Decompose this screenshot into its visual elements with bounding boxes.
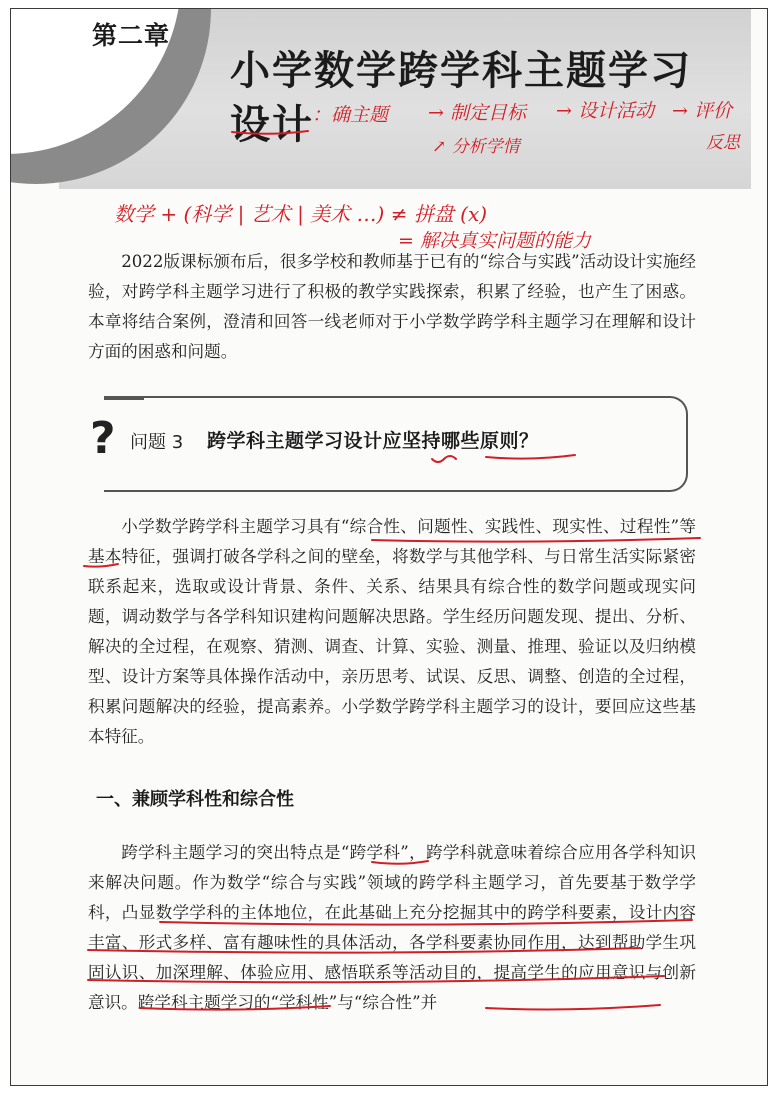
- section-paragraph: 跨学科主题学习的突出特点是“跨学科”，跨学科就意味着综合应用各学科知识来解决问题。作为数学“综合与实践”领域的跨学科主题学习，首先要基于数学学科，凸显数学学科的主体地位，在此基础上充分挖掘其中的跨学科要素，设计内容丰富、形式多样、富有趣味性的具体活动，各学科要素协同作用，达到帮助学生巩固认识、加深理解、体验应用、感悟联系等活动目的，提高学生的应用意识与创新意识。跨学科主题学习的“学科性”与“综合性”并: [88, 843, 696, 1012]
- underline-line6: [140, 1006, 330, 1010]
- body-paragraph: 小学数学跨学科主题学习具有“综合性、问题性、实践性、现实性、过程性”等基本特征，强调打破各学科之间的壁垒，将数学与其他学科、与日常生活实际紧密联系起来，选取或设计背景、条件、关系、结果具有综合性的数学问题或现实问题，调动数学与各学科知识建构问题解决思路。学生经历问题发现、提出、分析、解决的全过程，在观察、猜测、调查、计算、实验、测量、推理、验证以及归纳模型、设计方案等具体操作活动中，亲历思考、试误、反思、调整、创造的全过程，积累问题解决的经验，提高素养。小学数学跨学科主题学习的设计，要回应这些基本特征。: [88, 517, 696, 746]
- question-number: 问题 3: [130, 432, 184, 453]
- underline-jianchi: [432, 456, 456, 462]
- handwriting-step5: 反思: [706, 133, 740, 153]
- handwriting-formula-line1: 数学 + (科学 | 艺术 | 美术 …) ≠ 拼盘 (x): [114, 202, 488, 226]
- question-mark-icon: ?: [90, 413, 116, 464]
- chapter-label: 第二章: [92, 21, 171, 50]
- underline-line6b: [486, 1005, 660, 1009]
- handwriting-step2: → 制定目标: [428, 102, 526, 124]
- handwriting-formula-line2: = 解决真实问题的能力: [398, 230, 591, 252]
- handwriting-step4: → 评价: [672, 100, 732, 122]
- chapter-title-line2: 设计: [230, 102, 314, 148]
- section-heading: 一、兼顾学科性和综合性: [96, 789, 294, 810]
- question-text: 跨学科主题学习设计应坚持哪些原则？: [207, 430, 539, 452]
- underline-line3: [160, 920, 692, 925]
- underline-line5: [88, 976, 664, 982]
- underline-kuaxueke: [372, 861, 428, 864]
- underline-features-1: [372, 538, 700, 542]
- underline-yuanze: [486, 455, 575, 459]
- intro-paragraph: 2022版课标颁布后，很多学校和教师基于已有的“综合与实践”活动设计实施经验，对跨学科主题学习进行了积极的教学实践探索，积累了经验，也产生了困惑。本章将结合案例，澄清和回答一线老师对于小学数学跨学科主题学习在理解和设计方面的困惑和问题。: [88, 252, 696, 361]
- handwriting-branch: ↗ 分析学情: [432, 137, 520, 157]
- handwriting-step1: ：确主题: [312, 104, 389, 126]
- chapter-title-line1: 小学数学跨学科主题学习: [230, 48, 692, 94]
- underline-sheji: [232, 131, 308, 134]
- underline-line4: [88, 948, 640, 953]
- underline-features-2: [84, 564, 118, 567]
- handwriting-step3: → 设计活动: [556, 100, 654, 122]
